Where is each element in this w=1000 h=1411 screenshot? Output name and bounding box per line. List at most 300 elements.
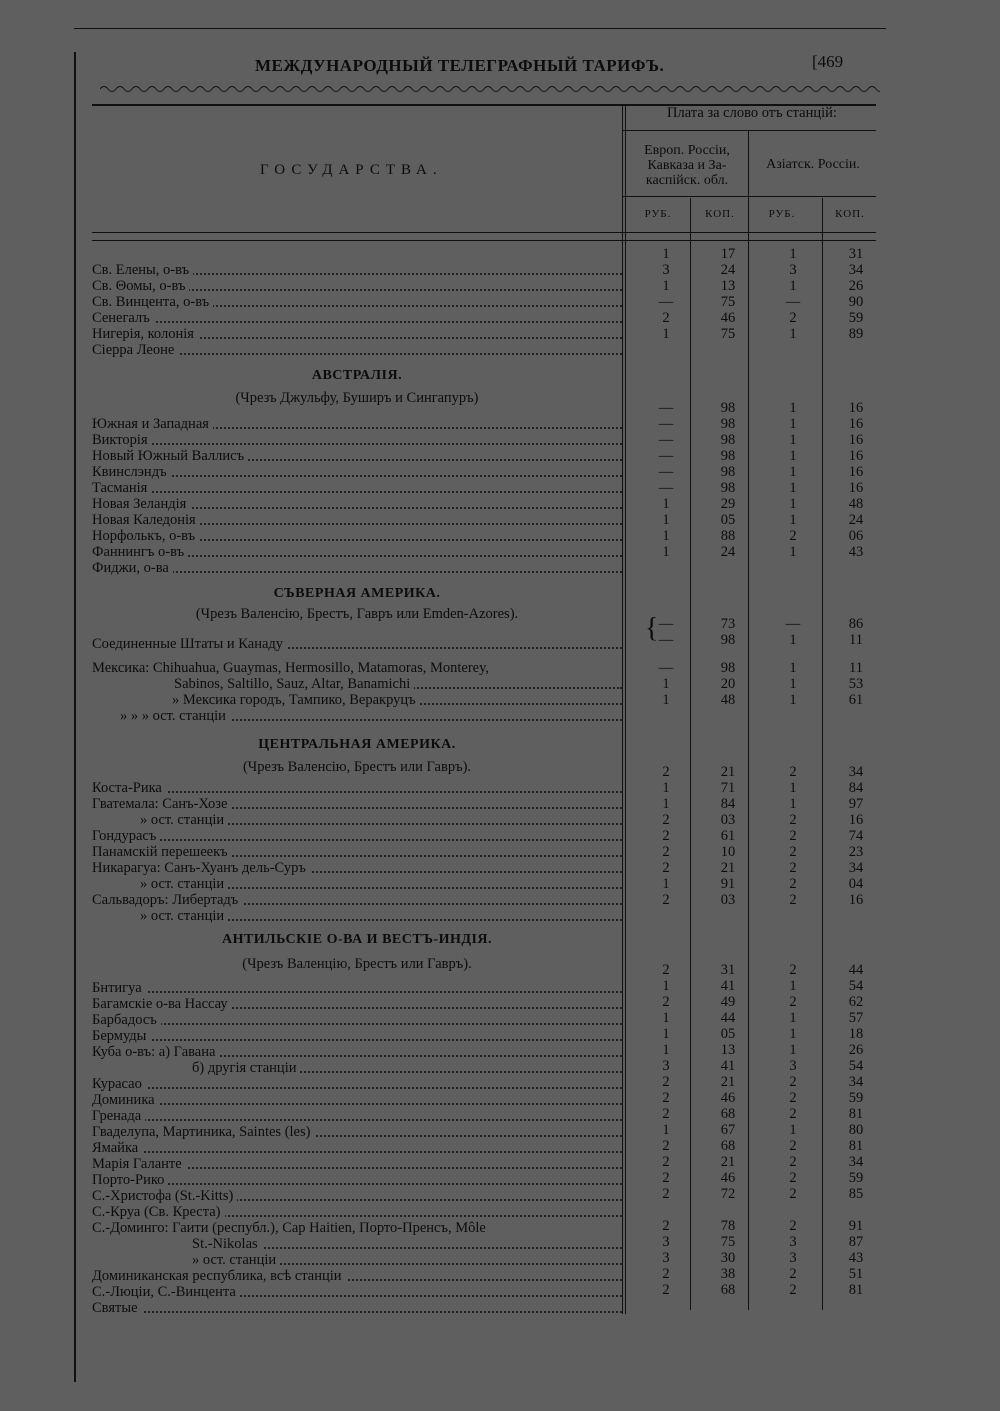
kop-europe: 98: [720, 632, 736, 648]
top-border: [74, 28, 886, 29]
kop-asia: 06: [848, 528, 864, 544]
kop-asia: 43: [848, 1250, 864, 1266]
rub-asia: 2: [789, 892, 797, 908]
table-row-name: [92, 780, 622, 796]
header-rule: [92, 232, 876, 233]
table-row-name: [92, 1124, 622, 1140]
row-label: Фаннингъ о-въ: [92, 544, 188, 560]
table-row-name: [92, 560, 622, 576]
column-divider: [822, 198, 823, 1310]
row-label: Гваделупа, Мартиника, Saintes (les): [92, 1124, 314, 1140]
rub-europe: 1: [662, 528, 670, 544]
row-label: Sabinos, Saltillo, Sauz, Altar, Banamichi: [174, 676, 414, 692]
kop-asia: 23: [848, 844, 864, 860]
rub-asia: 3: [789, 1250, 797, 1266]
table-row-name: [92, 1092, 622, 1108]
rub-europe: 1: [662, 512, 670, 528]
kop-europe: 03: [720, 892, 736, 908]
rub-europe: 3: [662, 1250, 670, 1266]
kop-europe: 84: [720, 796, 736, 812]
kop-asia: 24: [848, 512, 864, 528]
row-label: Святые: [92, 1300, 142, 1316]
rub-asia: 1: [789, 512, 797, 528]
row-label: Ямайка: [92, 1140, 142, 1156]
rub-asia: 2: [789, 1106, 797, 1122]
kop-europe: 71: [720, 780, 736, 796]
wavy-rule: [100, 80, 880, 98]
row-label: Фиджи, о-ва: [92, 560, 173, 576]
table-row-name: [92, 1172, 622, 1188]
rub-europe: 2: [662, 764, 670, 780]
leader-dots: [92, 321, 622, 323]
kop-europe: 30: [720, 1250, 736, 1266]
section-via: (Чрезъ Валенсію, Брестъ, Гавръ или Emden-Azores).: [195, 606, 519, 622]
section-via: (Чрезъ Валенцію, Брестъ или Гавръ).: [242, 956, 472, 972]
rub-asia: 2: [789, 994, 797, 1010]
kop-asia: 51: [848, 1266, 864, 1282]
kop-asia: 54: [848, 978, 864, 994]
kop-asia: 54: [848, 1058, 864, 1074]
leader-dots: [92, 1183, 622, 1185]
column-divider: [690, 198, 691, 1310]
kop-europe: 24: [720, 544, 736, 560]
row-label: б) другія станціи: [192, 1060, 300, 1076]
rub-europe: —: [658, 416, 674, 432]
table-row-name: [92, 1140, 622, 1156]
kop-europe: 48: [720, 692, 736, 708]
kop-asia: 59: [848, 310, 864, 326]
kop-europe: 75: [720, 1234, 736, 1250]
row-label: Норфолькъ, о-въ: [92, 528, 199, 544]
rub-europe: 1: [662, 780, 670, 796]
table-row-name: [92, 432, 622, 448]
rub-asia: 3: [789, 1058, 797, 1074]
table-row-name: [92, 980, 622, 996]
row-label: Тасманія: [92, 480, 151, 496]
kop-asia: 81: [848, 1138, 864, 1154]
rub-europe: —: [658, 400, 674, 416]
kop-asia: 34: [848, 860, 864, 876]
leader-dots: [92, 1119, 622, 1121]
kop-europe: 03: [720, 812, 736, 828]
table-row-name: [92, 1044, 622, 1060]
row-label: Сенегалъ: [92, 310, 154, 326]
rub-asia: —: [785, 294, 801, 310]
leader-dots: [92, 1151, 622, 1153]
rub-asia: 1: [789, 326, 797, 342]
rub-asia: 1: [789, 400, 797, 416]
leader-dots: [92, 991, 622, 993]
table-row-name: [92, 294, 622, 310]
kop-europe: 98: [720, 400, 736, 416]
kop-europe: 10: [720, 844, 736, 860]
rub-europe: 2: [662, 1074, 670, 1090]
europe-header: [625, 143, 749, 188]
rub-asia: 1: [789, 978, 797, 994]
kop-asia: 11: [849, 660, 863, 676]
rub-asia: 2: [789, 1282, 797, 1298]
rub-europe: 2: [662, 892, 670, 908]
rub-europe: 3: [662, 1234, 670, 1250]
row-label: Нигерія, колонія: [92, 326, 198, 342]
kop-europe: 98: [720, 660, 736, 676]
column-divider: [748, 130, 749, 1310]
europe-header-line: Кавказа и За-: [647, 158, 727, 173]
kop-asia: 89: [848, 326, 864, 342]
rub-asia: 2: [789, 812, 797, 828]
table-row-name: [92, 1028, 622, 1044]
row-label: Св. Елены, о-въ: [92, 262, 193, 278]
section-heading: ЦЕНТРАЛЬНАЯ АМЕРИКА.: [258, 737, 456, 752]
row-label: Курасао: [92, 1076, 146, 1092]
kop-asia: 11: [849, 632, 863, 648]
kop-asia: 26: [848, 278, 864, 294]
kop-europe: 21: [720, 1074, 736, 1090]
kop-asia: 85: [848, 1186, 864, 1202]
row-label: Гренада: [92, 1108, 145, 1124]
rub-asia: 2: [789, 876, 797, 892]
rub-asia: 1: [789, 246, 797, 262]
table-row-name: [92, 636, 622, 652]
kop-asia: 16: [848, 416, 864, 432]
row-label: Сальвадоръ: Либертадъ: [92, 892, 242, 908]
unit-rub: РУБ.: [644, 208, 672, 220]
rub-asia: 1: [789, 432, 797, 448]
rub-asia: 2: [789, 528, 797, 544]
rub-europe: 1: [662, 326, 670, 342]
kop-europe: 13: [720, 1042, 736, 1058]
table-row-name: [92, 860, 622, 876]
rub-europe: 1: [662, 544, 670, 560]
payment-header: Плата за слово отъ станцій:: [667, 105, 837, 121]
kop-europe: 75: [720, 294, 736, 310]
row-label: Куба о-въ: а) Гавана: [92, 1044, 219, 1060]
rub-europe: 2: [662, 1266, 670, 1282]
table-row-name: [92, 1220, 622, 1236]
kop-europe: 41: [720, 1058, 736, 1074]
table-row-name: [174, 676, 622, 692]
row-label: Гватемала: Санъ-Хозе: [92, 796, 231, 812]
rub-asia: 3: [789, 262, 797, 278]
kop-europe: 24: [720, 262, 736, 278]
kop-europe: 21: [720, 764, 736, 780]
row-label: Мексика: Chihuahua, Guaymas, Hermosillo, Matamoras, Monterey,: [92, 660, 493, 676]
table-row-name: [92, 262, 622, 278]
row-label: Соединенные Штаты и Канаду: [92, 636, 287, 652]
kop-europe: 98: [720, 416, 736, 432]
kop-asia: 97: [848, 796, 864, 812]
table-row-name: [92, 528, 622, 544]
rub-asia: 1: [789, 448, 797, 464]
rub-europe: 1: [662, 1026, 670, 1042]
table-row-name: [92, 480, 622, 496]
table-row-name: [120, 708, 622, 724]
row-label: Доминика: [92, 1092, 159, 1108]
brace-icon: {: [645, 613, 659, 644]
table-row-name: [92, 326, 622, 342]
table-row-name: [140, 876, 622, 892]
row-label: » ост. станціи: [140, 812, 228, 828]
rub-asia: 1: [789, 480, 797, 496]
rub-europe: 2: [662, 828, 670, 844]
page-number: [469: [812, 52, 844, 71]
table-row-name: [92, 1300, 622, 1316]
rub-asia: 1: [789, 496, 797, 512]
rub-europe: 1: [662, 246, 670, 262]
leader-dots: [92, 791, 622, 793]
rub-asia: 1: [789, 278, 797, 294]
table-row-name: [192, 1236, 622, 1252]
kop-asia: 43: [848, 544, 864, 560]
rub-asia: 1: [789, 660, 797, 676]
section-heading: АНТИЛЬСКІЕ О-ВА И ВЕСТЪ-ИНДІЯ.: [221, 932, 493, 947]
row-label: » ост. станціи: [140, 908, 228, 924]
table-row-name: [140, 812, 622, 828]
kop-europe: 44: [720, 1010, 736, 1026]
kop-asia: 34: [848, 262, 864, 278]
row-label: Барбадосъ: [92, 1012, 161, 1028]
kop-asia: 90: [848, 294, 864, 310]
kop-europe: 13: [720, 278, 736, 294]
kop-asia: 74: [848, 828, 864, 844]
rub-asia: 1: [789, 1042, 797, 1058]
row-label: Квинслэндъ: [92, 464, 171, 480]
row-label: Доминиканская республика, всѣ станціи: [92, 1268, 346, 1284]
kop-europe: 20: [720, 676, 736, 692]
leader-dots: [92, 1039, 622, 1041]
kop-europe: 98: [720, 448, 736, 464]
kop-asia: 48: [848, 496, 864, 512]
table-row-name: [92, 1204, 622, 1220]
kop-europe: 88: [720, 528, 736, 544]
table-row-name: [92, 416, 622, 432]
rub-europe: 2: [662, 1138, 670, 1154]
kop-asia: 16: [848, 432, 864, 448]
kop-asia: 59: [848, 1090, 864, 1106]
rub-europe: 2: [662, 310, 670, 326]
kop-asia: 62: [848, 994, 864, 1010]
kop-asia: 84: [848, 780, 864, 796]
kop-asia: 26: [848, 1042, 864, 1058]
rub-asia: 1: [789, 1122, 797, 1138]
row-label: Св. Винцента, о-въ: [92, 294, 213, 310]
table-row-name: [92, 1012, 622, 1028]
europe-header-line: Европ. Россіи,: [644, 143, 730, 158]
europe-header-line: каспійск. обл.: [645, 173, 729, 188]
kop-europe: 67: [720, 1122, 736, 1138]
rub-europe: 2: [662, 1090, 670, 1106]
rub-europe: 2: [662, 1106, 670, 1122]
rub-asia: 1: [789, 632, 797, 648]
kop-europe: 46: [720, 310, 736, 326]
row-label: Панамскій перешеекъ: [92, 844, 232, 860]
rub-asia: 3: [789, 1234, 797, 1250]
table-row-name: [140, 908, 622, 924]
row-label: С.-Круа (Св. Креста): [92, 1204, 225, 1220]
rub-asia: —: [785, 616, 801, 632]
kop-asia: 04: [848, 876, 864, 892]
kop-europe: 73: [720, 616, 736, 632]
table-row-name: [92, 1268, 622, 1284]
kop-asia: 16: [848, 480, 864, 496]
asia-header: Азіатск. Россіи.: [766, 157, 860, 172]
rub-europe: 1: [662, 1010, 670, 1026]
rub-asia: 1: [789, 692, 797, 708]
kop-asia: 16: [848, 464, 864, 480]
row-label: Никарагуа: Санъ-Хуанъ дель-Суръ: [92, 860, 310, 876]
rub-europe: 1: [662, 278, 670, 294]
rub-europe: 1: [662, 876, 670, 892]
row-label: » ост. станціи: [140, 876, 228, 892]
row-label: Бермуды: [92, 1028, 150, 1044]
kop-europe: 41: [720, 978, 736, 994]
header-rule: [92, 240, 876, 241]
leader-dots: [92, 443, 622, 445]
kop-asia: 34: [848, 1074, 864, 1090]
kop-europe: 98: [720, 464, 736, 480]
table-row-name: [172, 692, 622, 708]
kop-asia: 81: [848, 1282, 864, 1298]
row-label: Порто-Рико: [92, 1172, 168, 1188]
page-title: МЕЖДУНАРОДНЫЙ ТЕЛЕГРАФНЫЙ ТАРИФЪ.: [255, 56, 665, 75]
rub-asia: 2: [789, 828, 797, 844]
kop-asia: 34: [848, 1154, 864, 1170]
rub-europe: 1: [662, 496, 670, 512]
kop-europe: 21: [720, 1154, 736, 1170]
kop-europe: 29: [720, 496, 736, 512]
row-label: Новая Зеландія: [92, 496, 190, 512]
table-row-name: [92, 512, 622, 528]
column-divider: [622, 104, 623, 1314]
row-label: С.-Христофа (St.-Kitts): [92, 1188, 237, 1204]
table-row-name: [92, 1076, 622, 1092]
kop-europe: 72: [720, 1186, 736, 1202]
row-label: С.-Доминго: Гаити (республ.), Cap Haitien, Порто-Пренсъ, Môle: [92, 1220, 490, 1236]
rub-europe: 2: [662, 962, 670, 978]
rub-asia: 2: [789, 764, 797, 780]
kop-europe: 75: [720, 326, 736, 342]
rub-asia: 1: [789, 676, 797, 692]
kop-asia: 81: [848, 1106, 864, 1122]
rub-europe: 1: [662, 692, 670, 708]
kop-europe: 05: [720, 512, 736, 528]
rub-europe: 3: [662, 262, 670, 278]
row-label: С.-Люціи, С.-Винцента: [92, 1284, 240, 1300]
kop-asia: 16: [848, 892, 864, 908]
kop-europe: 91: [720, 876, 736, 892]
kop-europe: 17: [720, 246, 736, 262]
leader-dots: [92, 1311, 622, 1313]
row-label: Багамскіе о-ва Нассау: [92, 996, 232, 1012]
kop-asia: 16: [848, 400, 864, 416]
table-row-name: [92, 1108, 622, 1124]
header-rule: [622, 130, 876, 131]
rub-europe: —: [658, 616, 674, 632]
rub-europe: 1: [662, 978, 670, 994]
rub-asia: 1: [789, 416, 797, 432]
rub-asia: 1: [789, 796, 797, 812]
table-row-name: [92, 278, 622, 294]
kop-europe: 38: [720, 1266, 736, 1282]
kop-asia: 44: [848, 962, 864, 978]
table-row-name: [92, 660, 622, 676]
kop-asia: 87: [848, 1234, 864, 1250]
rub-europe: 2: [662, 1282, 670, 1298]
kop-europe: 78: [720, 1218, 736, 1234]
row-label: Южная и Западная: [92, 416, 213, 432]
kop-asia: 53: [848, 676, 864, 692]
rub-asia: 1: [789, 1010, 797, 1026]
kop-europe: 61: [720, 828, 736, 844]
rub-europe: 1: [662, 1122, 670, 1138]
unit-kop: КОП.: [705, 208, 735, 220]
kop-europe: 98: [720, 432, 736, 448]
states-header: ГОСУДАРСТВА.: [260, 162, 443, 178]
rub-europe: —: [658, 448, 674, 464]
rub-asia: 1: [789, 464, 797, 480]
kop-asia: 80: [848, 1122, 864, 1138]
leader-dots: [92, 1087, 622, 1089]
section-via: (Чрезъ Джульфу, Буширъ и Сингапуръ): [235, 390, 479, 406]
rub-asia: 2: [789, 310, 797, 326]
table-row-name: [92, 448, 622, 464]
table-row-name: [92, 996, 622, 1012]
table-row-name: [92, 464, 622, 480]
row-label: Новый Южный Валлисъ: [92, 448, 248, 464]
leader-dots: [92, 491, 622, 493]
kop-europe: 46: [720, 1170, 736, 1186]
rub-europe: 2: [662, 1154, 670, 1170]
kop-europe: 68: [720, 1106, 736, 1122]
table-row-name: [192, 1060, 622, 1076]
rub-europe: —: [658, 480, 674, 496]
kop-asia: 86: [848, 616, 864, 632]
kop-europe: 21: [720, 860, 736, 876]
rub-europe: 1: [662, 1042, 670, 1058]
rub-asia: 2: [789, 1090, 797, 1106]
leader-dots: [92, 839, 622, 841]
table-row-name: [92, 796, 622, 812]
kop-europe: 68: [720, 1138, 736, 1154]
kop-asia: 91: [848, 1218, 864, 1234]
kop-europe: 98: [720, 480, 736, 496]
rub-asia: 2: [789, 1186, 797, 1202]
rub-europe: —: [658, 660, 674, 676]
kop-asia: 16: [848, 448, 864, 464]
rub-asia: 2: [789, 1170, 797, 1186]
kop-europe: 31: [720, 962, 736, 978]
section-heading: СЪВЕРНАЯ АМЕРИКА.: [273, 586, 441, 601]
rub-europe: —: [658, 464, 674, 480]
rub-europe: —: [658, 632, 674, 648]
rub-asia: 2: [789, 1154, 797, 1170]
column-divider: [625, 104, 626, 1314]
rub-europe: 1: [662, 676, 670, 692]
kop-asia: 61: [848, 692, 864, 708]
rub-asia: 1: [789, 544, 797, 560]
rub-europe: 2: [662, 994, 670, 1010]
rub-europe: —: [658, 294, 674, 310]
kop-asia: 16: [848, 812, 864, 828]
table-row-name: [92, 1284, 622, 1300]
header-rule: [622, 196, 876, 197]
rub-asia: 2: [789, 860, 797, 876]
rub-europe: —: [658, 432, 674, 448]
table-row-name: [92, 892, 622, 908]
leader-dots: [92, 1023, 622, 1025]
rub-asia: 1: [789, 1026, 797, 1042]
leader-dots: [92, 1103, 622, 1105]
